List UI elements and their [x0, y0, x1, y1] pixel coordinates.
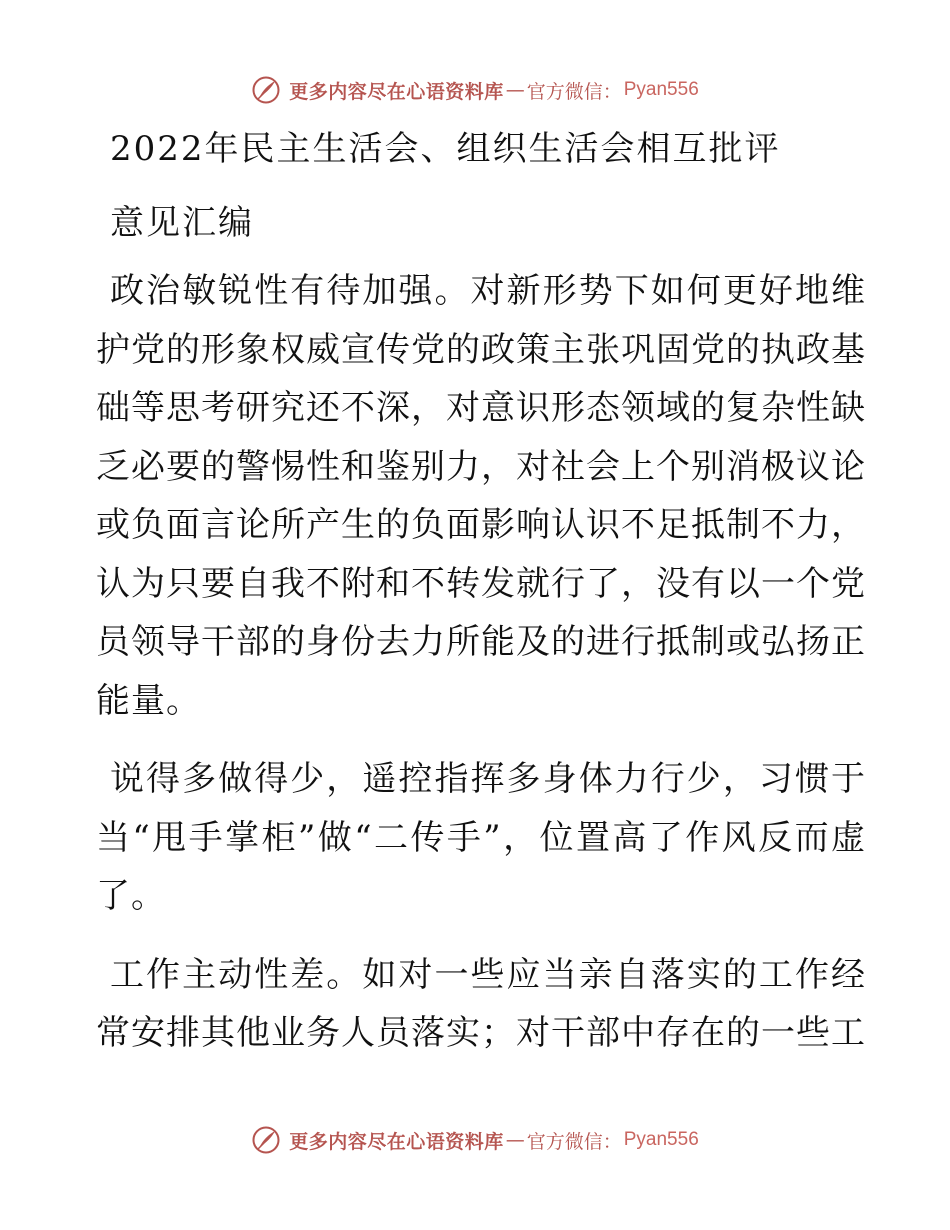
watermark-dash: —	[505, 1129, 525, 1151]
quill-logo-icon	[251, 1125, 281, 1155]
watermark-dash: —	[505, 79, 525, 101]
document-title-line-1: 2022年民主生活会、组织生活会相互批评	[110, 129, 781, 169]
document-title-line-2: 意见汇编	[110, 203, 254, 243]
footer-watermark	[0, 1120, 950, 1160]
watermark-wechat-id: Pyan556	[623, 79, 699, 100]
paragraph-say-more-do-less: 说得多做得少，遥控指挥多身体力行少，习惯于当“甩手掌柜”做“二传手”，位置高了作风反而虚了。	[96, 759, 866, 916]
paragraph-political-sensitivity: 政治敏锐性有待加强。对新形势下如何更好地维护党的形象权威宣传党的政策主张巩固党的执政基础等思考研究还不深，对意识形态领域的复杂性缺乏必要的警惕性和鉴别力，对社会上个别消极议论或负面言论所产生的负面影响认识不足抵制不力，认为只要自我不附和不转发就行了，没有以一个党员领导干部的身份去力所能及的进行抵制或弘扬正能量。	[96, 271, 866, 721]
watermark-text: 更多内容尽在心语资料库	[289, 80, 504, 103]
watermark-wechat-label: 官方微信：	[526, 1130, 622, 1153]
watermark-wechat-id: Pyan556	[623, 1129, 699, 1150]
paragraph-work-initiative: 工作主动性差。如对一些应当亲自落实的工作经常安排其他业务人员落实；对干部中存在的一些工	[96, 954, 866, 1053]
header-watermark	[0, 70, 950, 110]
watermark-text: 更多内容尽在心语资料库	[289, 1130, 504, 1153]
quill-logo-icon	[251, 75, 281, 105]
document-body	[96, 262, 866, 1083]
document-title	[110, 120, 890, 268]
watermark-wechat-label: 官方微信：	[526, 80, 622, 103]
